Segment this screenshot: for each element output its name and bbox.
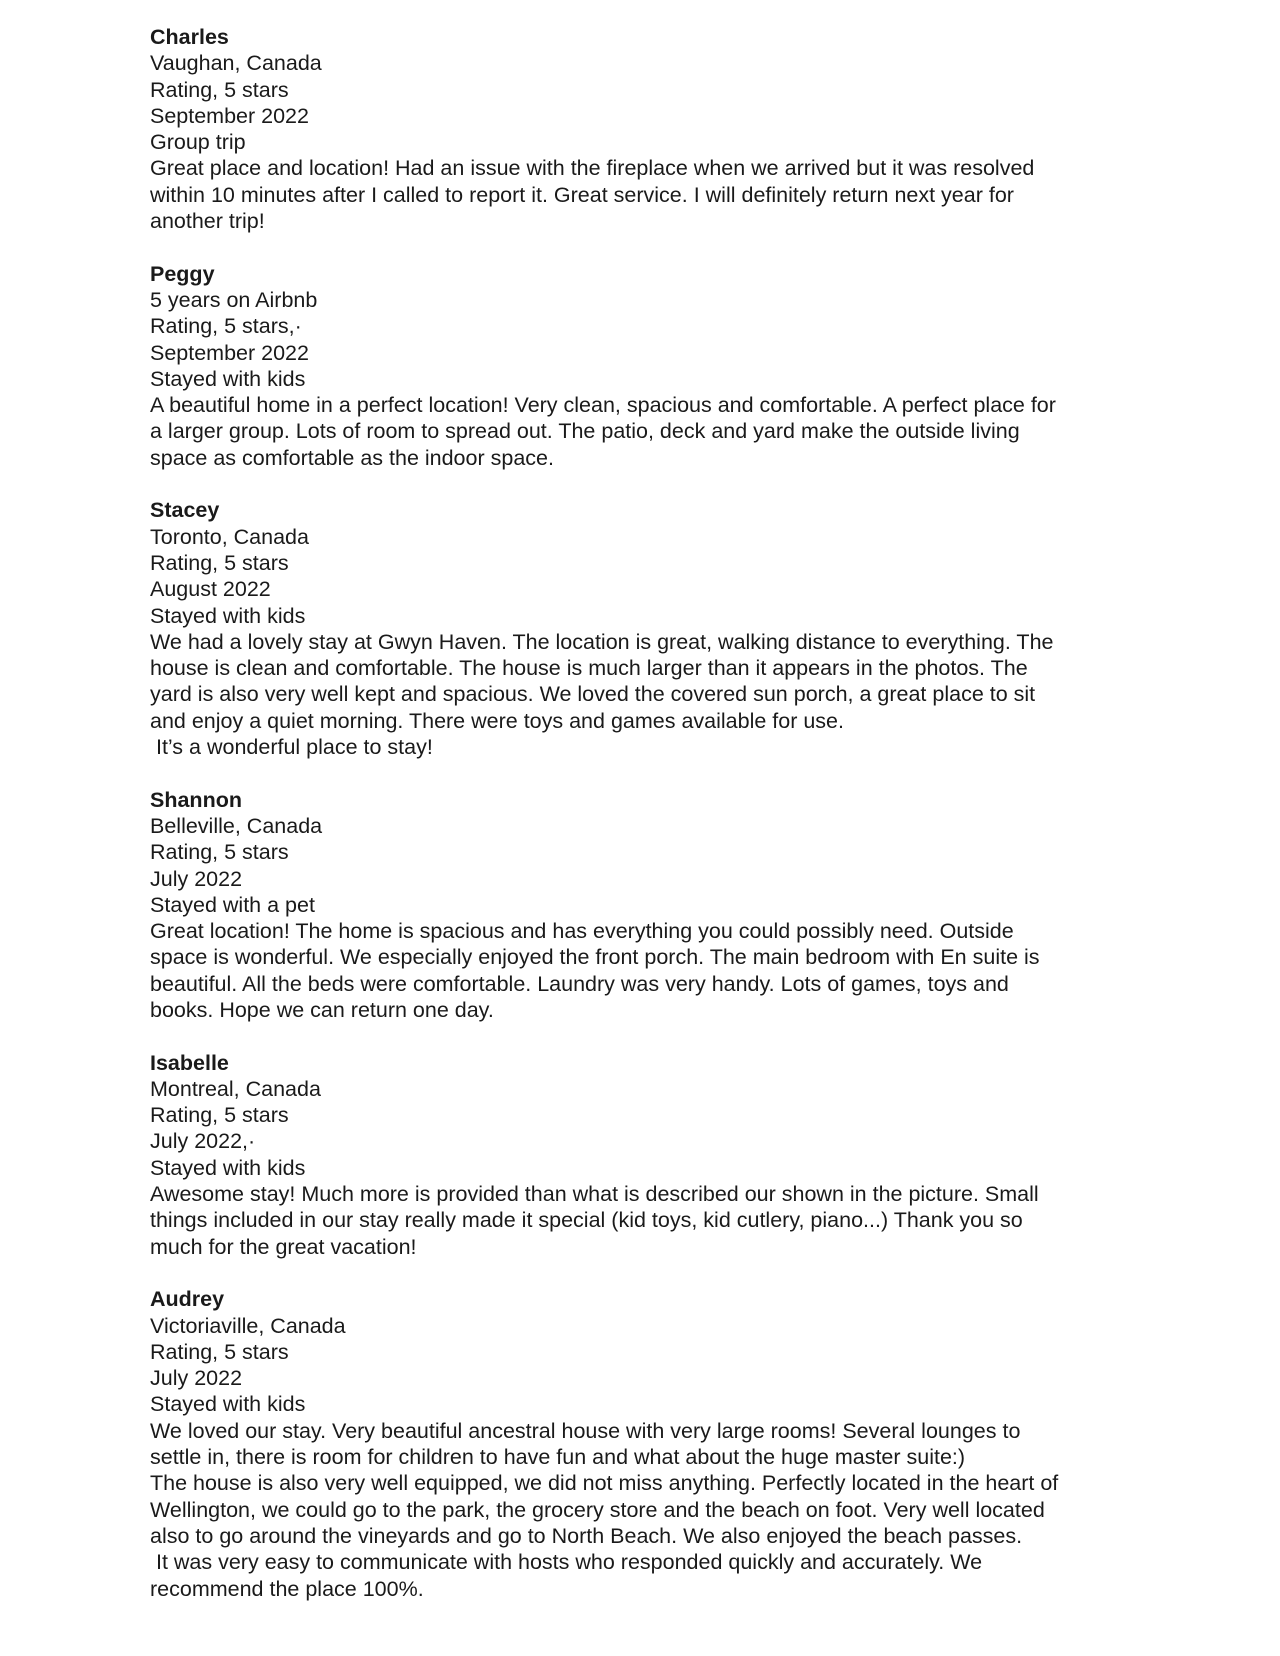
- reviewer-subtitle: Victoriaville, Canada: [150, 1313, 346, 1338]
- review-charles: [150, 24, 1150, 234]
- reviewer-subtitle: Vaughan, Canada: [150, 51, 322, 76]
- review-text-line: The house is also very well equipped, we did not miss anything. Perfectly located in the heart of: [150, 1471, 1059, 1496]
- reviewer-name: Isabelle: [150, 1050, 229, 1075]
- review-text-line: yard is also very well kept and spacious. We loved the covered sun porch, a great place to sit: [150, 682, 1036, 707]
- review-text-line: It’s a wonderful place to stay!: [150, 735, 433, 760]
- review-text-line: books. Hope we can return one day.: [150, 997, 494, 1022]
- review-shannon: [150, 787, 1150, 1024]
- review-text-line: Great place and location! Had an issue with the fireplace when we arrived but it was resolved: [150, 156, 1035, 181]
- review-stacey: [150, 497, 1150, 760]
- review-text-line: space as comfortable as the indoor space.: [150, 445, 554, 470]
- trip-type: Group trip: [150, 130, 246, 155]
- reviewer-subtitle: Montreal, Canada: [150, 1076, 321, 1101]
- review-peggy: [150, 261, 1150, 471]
- review-text-line: It was very easy to communicate with hosts who responded quickly and accurately. We: [150, 1550, 983, 1575]
- trip-type: Stayed with kids: [150, 366, 306, 391]
- review-rating: Rating, 5 stars: [150, 77, 289, 102]
- review-text-line: We loved our stay. Very beautiful ancestral house with very large rooms! Several lounges to: [150, 1418, 1021, 1443]
- reviewer-name: Peggy: [150, 261, 215, 286]
- reviewer-name: Shannon: [150, 787, 242, 812]
- reviewer-subtitle: Belleville, Canada: [150, 813, 323, 838]
- reviewer-subtitle: Toronto, Canada: [150, 524, 309, 549]
- review-date: September 2022: [150, 103, 309, 128]
- review-date: July 2022,·: [150, 1129, 256, 1154]
- review-rating: Rating, 5 stars: [150, 550, 289, 575]
- review-text-line: house is clean and comfortable. The house is much larger than it appears in the photos. The: [150, 656, 1028, 681]
- review-text-line: Wellington, we could go to the park, the grocery store and the beach on foot. Very well located: [150, 1497, 1045, 1522]
- review-rating: Rating, 5 stars: [150, 1339, 289, 1364]
- reviewer-subtitle: 5 years on Airbnb: [150, 287, 318, 312]
- reviewer-name: Stacey: [150, 498, 220, 523]
- review-text-line: and enjoy a quiet morning. There were toys and games available for use.: [150, 708, 844, 733]
- review-rating: Rating, 5 stars: [150, 840, 289, 865]
- trip-type: Stayed with kids: [150, 1392, 306, 1417]
- review-text-line: Great location! The home is spacious and has everything you could possibly need. Outside: [150, 919, 1014, 944]
- review-isabelle: [150, 1050, 1150, 1260]
- review-date: August 2022: [150, 577, 271, 602]
- review-date: September 2022: [150, 340, 309, 365]
- trip-type: Stayed with kids: [150, 1155, 306, 1180]
- review-date: July 2022: [150, 866, 243, 891]
- trip-type: Stayed with kids: [150, 603, 306, 628]
- review-text-line: within 10 minutes after I called to report it. Great service. I will definitely return next year for: [150, 182, 1014, 207]
- review-date: July 2022: [150, 1366, 243, 1391]
- review-rating: Rating, 5 stars,·: [150, 314, 302, 339]
- review-rating: Rating, 5 stars: [150, 1103, 289, 1128]
- review-audrey: [150, 1286, 1150, 1602]
- reviewer-name: Charles: [150, 25, 229, 49]
- review-text-line: another trip!: [150, 209, 265, 234]
- review-text-line: much for the great vacation!: [150, 1234, 417, 1259]
- review-text-line: Awesome stay! Much more is provided than what is described our shown in the picture. Small: [150, 1182, 1039, 1207]
- review-text-line: also to go around the vineyards and go to North Beach. We also enjoyed the beach passes.: [150, 1523, 1023, 1548]
- trip-type: Stayed with a pet: [150, 892, 315, 917]
- review-text-line: space is wonderful. We especially enjoyed the front porch. The main bedroom with En suite is: [150, 945, 1040, 970]
- reviews-document: [150, 24, 1150, 1602]
- reviewer-name: Audrey: [150, 1287, 225, 1312]
- review-text-line: settle in, there is room for children to have fun and what about the huge master suite:): [150, 1445, 966, 1470]
- review-text-line: recommend the place 100%.: [150, 1576, 424, 1601]
- review-text-line: things included in our stay really made it special (kid toys, kid cutlery, piano...) Thank you so: [150, 1208, 1023, 1233]
- review-text-line: beautiful. All the beds were comfortable. Laundry was very handy. Lots of games, toys and: [150, 971, 1009, 996]
- review-text-line: We had a lovely stay at Gwyn Haven. The location is great, walking distance to everything. The: [150, 629, 1054, 654]
- review-text-line: a larger group. Lots of room to spread out. The patio, deck and yard make the outside living: [150, 419, 1020, 444]
- review-text-line: A beautiful home in a perfect location! Very clean, spacious and comfortable. A perfect place for: [150, 393, 1056, 418]
